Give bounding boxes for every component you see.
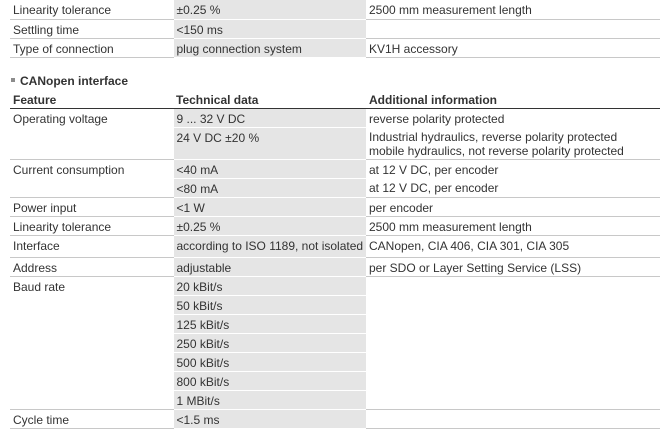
feature-cell: Type of connection	[10, 38, 173, 57]
tech-cell: <40 mA	[173, 159, 366, 178]
table-row	[10, 295, 660, 314]
table-row	[10, 38, 660, 57]
feature-cell: Cycle time	[10, 409, 173, 428]
tech-cell: 20 kBit/s	[173, 276, 366, 295]
info-cell: at 12 V DC, per encoder	[369, 162, 499, 177]
header-info: Additional information	[366, 91, 660, 108]
table-row	[10, 0, 660, 19]
feature-cell: Current consumption	[13, 162, 125, 177]
info-cell: CANopen, CIA 406, CIA 301, CIA 305	[366, 235, 660, 257]
table-row	[10, 257, 660, 276]
header-feature: Feature	[10, 91, 173, 108]
info-cell: at 12 V DC, per encoder	[366, 178, 660, 197]
info-cell: 2500 mm measurement length	[366, 0, 660, 19]
feature-cell: Linearity tolerance	[10, 216, 173, 235]
tech-cell: <150 ms	[173, 19, 366, 38]
tech-cell: 1 MBit/s	[173, 390, 366, 409]
table-header-row	[10, 91, 660, 108]
table-row	[10, 127, 660, 159]
table-row	[10, 371, 660, 390]
tech-cell: ±0.25 %	[173, 0, 366, 19]
info-cell	[366, 19, 660, 38]
tech-cell: 125 kBit/s	[173, 314, 366, 333]
feature-cell: Interface	[10, 235, 173, 257]
tech-cell: adjustable	[173, 257, 366, 276]
tech-cell: according to ISO 1189, not isolated	[173, 235, 366, 257]
tech-cell: 800 kBit/s	[173, 371, 366, 390]
info-cell: Industrial hydraulics, reverse polarity protected mobile hydraulics, not reverse polarity protected	[366, 127, 660, 159]
table-row	[10, 314, 660, 333]
table-row	[10, 108, 660, 127]
table-row	[10, 178, 660, 197]
tech-cell: 500 kBit/s	[173, 352, 366, 371]
tech-cell: 9 ... 32 V DC	[173, 108, 366, 127]
table-row	[10, 276, 660, 295]
top-spec-table	[10, 0, 660, 58]
feature-cell: Power input	[10, 197, 173, 216]
tech-cell: <80 mA	[173, 178, 366, 197]
table-row	[10, 19, 660, 38]
table-row	[10, 159, 660, 178]
feature-cell: Operating voltage	[13, 111, 108, 126]
tech-cell: ±0.25 %	[173, 216, 366, 235]
tech-cell: 250 kBit/s	[173, 333, 366, 352]
tech-cell: plug connection system	[173, 38, 366, 57]
info-cell: KV1H accessory	[366, 38, 660, 57]
info-cell: reverse polarity protected	[369, 111, 505, 126]
tech-cell: 50 kBit/s	[173, 295, 366, 314]
table-row	[10, 216, 660, 235]
info-cell	[366, 409, 660, 428]
table-row	[10, 409, 660, 428]
tech-cell: <1.5 ms	[173, 409, 366, 428]
table-row	[10, 352, 660, 371]
feature-cell: Linearity tolerance	[10, 0, 173, 19]
header-tech: Technical data	[173, 91, 366, 108]
table-row	[10, 390, 660, 409]
tech-cell: <1 W	[173, 197, 366, 216]
info-cell: per SDO or Layer Setting Service (LSS)	[366, 257, 660, 276]
info-cell: per encoder	[366, 197, 660, 216]
feature-cell: Baud rate	[13, 279, 66, 294]
canopen-spec-table	[10, 91, 660, 429]
tech-cell: 24 V DC ±20 %	[173, 127, 366, 159]
info-cell: 2500 mm measurement length	[366, 216, 660, 235]
feature-cell: Address	[10, 257, 173, 276]
table-row	[10, 197, 660, 216]
bullet-square-icon	[11, 78, 15, 82]
section-title: CANopen interface	[11, 74, 128, 88]
table-row	[10, 235, 660, 257]
feature-cell: Settling time	[10, 19, 173, 38]
table-row	[10, 333, 660, 352]
